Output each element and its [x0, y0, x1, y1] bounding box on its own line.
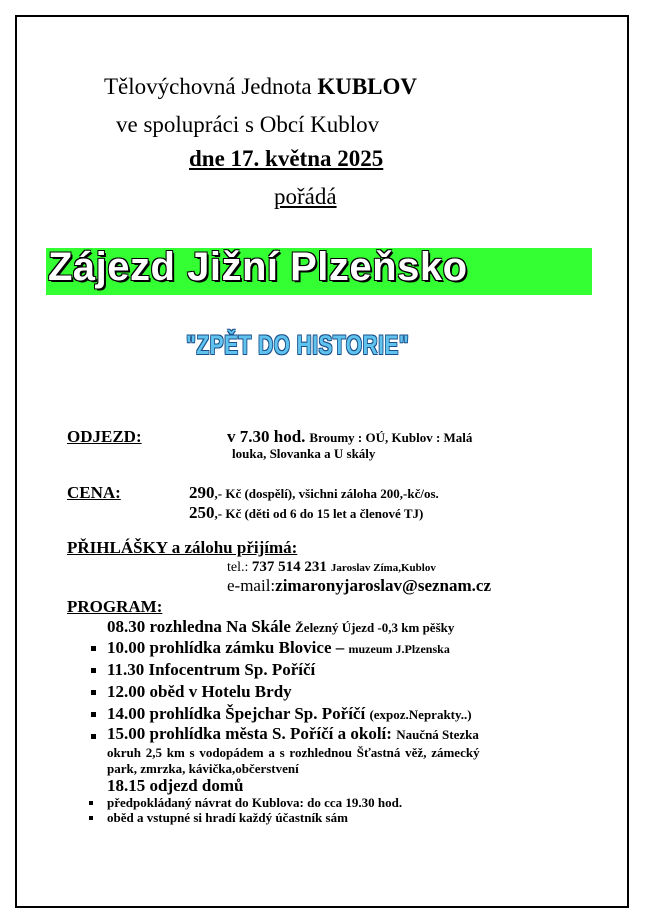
program-label: PROGRAM: — [67, 597, 163, 616]
price-adult — [189, 483, 439, 503]
organizer-prefix: Tělovýchovná Jednota — [104, 74, 318, 99]
price-child-amount: 250 — [189, 503, 215, 522]
program-item-6-detail-2: park, zmrzka, kávička,občerstvení — [107, 761, 299, 776]
program-item-note: (expoz.Neprakty..) — [369, 707, 472, 722]
departure-label: ODJEZD: — [67, 427, 142, 446]
program-item-7 — [107, 776, 243, 796]
price-adult-amount: 290 — [189, 483, 215, 502]
program-item-5 — [107, 704, 472, 724]
bullet-icon — [91, 668, 96, 673]
price-child — [189, 503, 423, 523]
event-subtitle: "ZPĚT DO HISTORIE" — [186, 330, 410, 360]
bullet-icon — [91, 734, 96, 739]
departure-places-1: Broumy : OÚ, Kublov : Malá — [309, 430, 473, 445]
departure-line1 — [227, 427, 472, 447]
price-label: CENA: — [67, 483, 121, 502]
tel-number: 737 514 231 — [251, 559, 327, 575]
email-prefix: e-mail: — [227, 576, 276, 595]
program-item-main: 18.15 odjezd domů — [107, 776, 244, 795]
program-item-4 — [107, 682, 292, 702]
departure-places-2: louka, Slovanka a U skály — [232, 446, 376, 461]
program-item-1 — [107, 617, 454, 637]
tel-prefix: tel.: — [227, 560, 252, 575]
departure-time: v 7.30 hod. — [227, 427, 306, 446]
program-item-note: Železný Újezd -0,3 km pěšky — [295, 620, 455, 635]
contact-email — [227, 576, 491, 596]
program-item-6 — [107, 724, 479, 744]
bullet-icon — [91, 646, 96, 651]
program-item-3 — [107, 660, 315, 680]
tel-name: Jaroslav Zíma,Kublov — [330, 562, 436, 574]
price-adult-text: ,- Kč (dospělí), všichni záloha 200,-kč/os. — [214, 486, 439, 501]
contact-phone — [227, 558, 436, 576]
program-item-main: 12.00 oběd v Hotelu Brdy — [107, 682, 292, 701]
registration-label: PŘIHLÁŠKY a zálohu přijímá: — [67, 538, 298, 557]
organizer-line — [104, 74, 417, 100]
organizes-text: pořádá — [274, 184, 337, 209]
program-item-main: 14.00 prohlídka Špejchar Sp. Poříčí — [107, 704, 366, 723]
organizer-name: KUBLOV — [317, 74, 418, 99]
price-child-text: ,- Kč (děti od 6 do 15 let a členové TJ) — [214, 506, 424, 521]
event-title: Zájezd Jižní Plzeňsko — [48, 245, 468, 289]
email-address: zimaronyjaroslav@seznam.cz — [275, 576, 491, 595]
program-item-2 — [107, 638, 450, 658]
footer-note-return: předpokládaný návrat do Kublova: do cca 19.30 hod. — [107, 795, 403, 810]
program-item-main: 15.00 prohlídka města S. Poříčí a okolí: — [107, 724, 392, 743]
program-item-main: 10.00 prohlídka zámku Blovice – — [107, 638, 345, 657]
cooperation-line: ve spolupráci s Obcí Kublov — [116, 112, 380, 137]
bullet-icon — [91, 690, 96, 695]
program-item-main: 08.30 rozhledna Na Skále — [107, 617, 291, 636]
bullet-icon — [89, 801, 93, 805]
title-banner — [46, 245, 592, 295]
event-date: dne 17. května 2025 — [189, 146, 384, 171]
footer-note-payment: oběd a vstupné si hradí každý účastník sám — [107, 810, 348, 825]
program-item-main: 11.30 Infocentrum Sp. Poříčí — [107, 660, 316, 679]
bullet-icon — [89, 816, 93, 820]
program-item-6-detail-1: okruh 2,5 km s vodopádem a s rozhlednou Šťastná věž, zámecký — [107, 745, 480, 760]
program-item-note: Naučná Stezka — [396, 727, 479, 742]
bullet-icon — [91, 712, 96, 717]
program-item-note: muzeum J.Plzenska — [348, 642, 450, 656]
